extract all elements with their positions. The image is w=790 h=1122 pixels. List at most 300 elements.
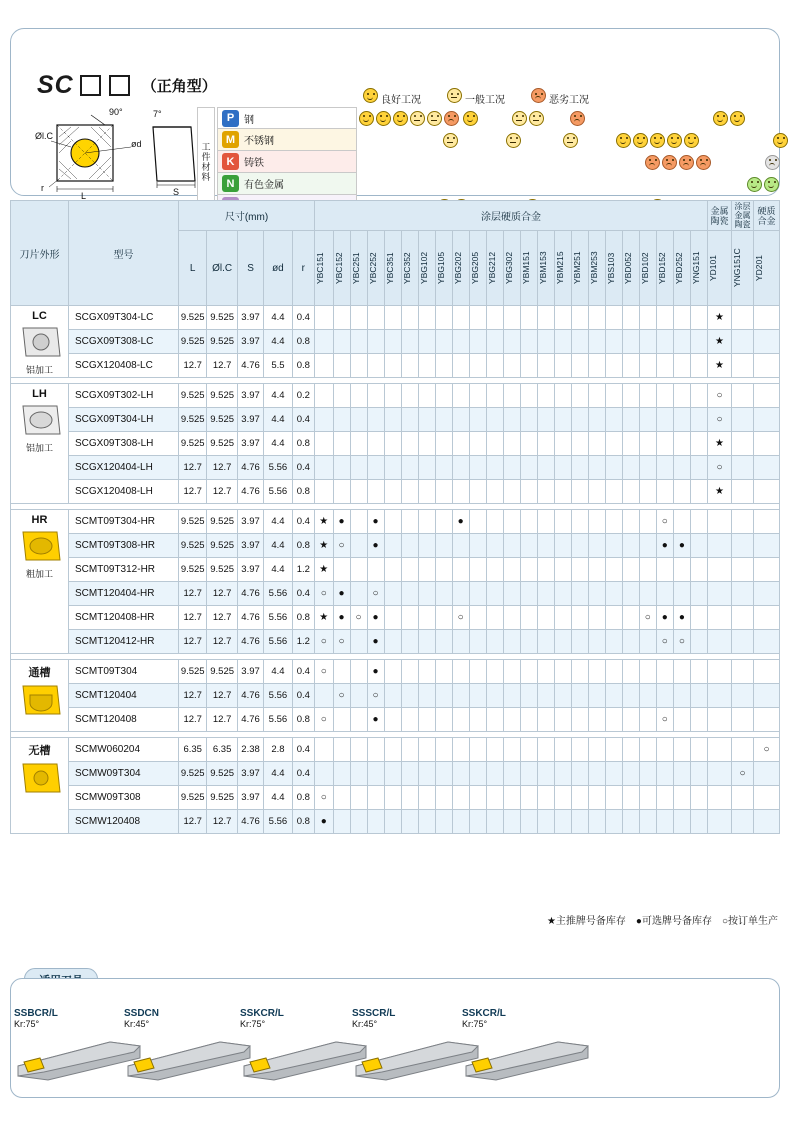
legend-bad-label: 恶劣工况 bbox=[549, 95, 589, 106]
dim-od: 4.4 bbox=[264, 660, 292, 684]
grade-mark-YBG105 bbox=[435, 630, 452, 654]
grade-mark-YBG102 bbox=[418, 408, 435, 432]
grade-mark-YBD102 bbox=[639, 738, 656, 762]
grade-mark-YBC252 bbox=[367, 786, 384, 810]
grade-mark-YBC352 bbox=[401, 456, 418, 480]
grade-mark-YBC351 bbox=[384, 456, 401, 480]
grade-mark-YNG151 bbox=[690, 684, 707, 708]
grade-mark-YBG202: ○ bbox=[452, 606, 469, 630]
table-row bbox=[11, 432, 780, 456]
grade-mark-YBC352 bbox=[401, 810, 418, 834]
grade-mark-YBG202 bbox=[452, 330, 469, 354]
grade-mark-YBC251 bbox=[350, 432, 367, 456]
table-row bbox=[11, 786, 780, 810]
grade-mark-YBG102 bbox=[418, 582, 435, 606]
smiley-normal-icon bbox=[447, 88, 462, 103]
grade-mark-YBG302 bbox=[503, 582, 520, 606]
grade-mark-YBG205 bbox=[469, 684, 486, 708]
grade-mark-YBM153 bbox=[537, 660, 554, 684]
col-header-grade-YBS103 bbox=[605, 231, 622, 306]
grade-mark-YBD252 bbox=[673, 582, 690, 606]
grade-mark-YD101: ★ bbox=[708, 330, 732, 354]
label-S: S bbox=[173, 187, 180, 197]
material-row-M bbox=[217, 129, 357, 151]
grade-mark-YBG202 bbox=[452, 660, 469, 684]
dim-od: 4.4 bbox=[264, 558, 292, 582]
grade-mark-YBD252 bbox=[673, 432, 690, 456]
dim-ic: 12.7 bbox=[207, 456, 237, 480]
grade-mark-YBD102 bbox=[639, 534, 656, 558]
grade-mark-YNG151 bbox=[690, 558, 707, 582]
grade-mark-YBC151 bbox=[315, 762, 334, 786]
grade-mark-YBC352 bbox=[401, 630, 418, 654]
col-header-od: ød bbox=[264, 231, 292, 306]
grade-mark-YNG151 bbox=[690, 408, 707, 432]
title-chinese: （正角型） bbox=[141, 77, 217, 95]
grade-mark-YBM253 bbox=[588, 660, 605, 684]
grade-mark-YBG102 bbox=[418, 510, 435, 534]
grade-mark-YBG202 bbox=[452, 354, 469, 378]
grade-mark-YBD102 bbox=[639, 660, 656, 684]
col-header-grade-YBM251 bbox=[571, 231, 588, 306]
grade-mark-YBC251 bbox=[350, 684, 367, 708]
grade-mark-YBD152 bbox=[656, 384, 673, 408]
grade-mark-YBG202 bbox=[452, 582, 469, 606]
condition-legend bbox=[363, 89, 663, 105]
grade-mark-YBD152 bbox=[656, 330, 673, 354]
grade-mark-YBG302 bbox=[503, 384, 520, 408]
grade-mark-YD201 bbox=[754, 480, 780, 504]
group-note: 铝加工 bbox=[25, 443, 53, 453]
model-code: SCMT120404 bbox=[69, 684, 179, 708]
dim-r: 0.4 bbox=[292, 684, 314, 708]
grade-mark-YBG212 bbox=[486, 408, 503, 432]
tool-illustration bbox=[240, 1032, 370, 1084]
grade-mark-YBM153 bbox=[537, 330, 554, 354]
grade-mark-YBM251 bbox=[571, 384, 588, 408]
grade-mark-YBG212 bbox=[486, 330, 503, 354]
grade-mark-YBM151 bbox=[520, 558, 537, 582]
grade-code: YBC351 bbox=[384, 252, 395, 284]
grade-mark-YD201 bbox=[754, 684, 780, 708]
grade-mark-YBD052 bbox=[622, 330, 639, 354]
grade-code: YBS103 bbox=[605, 252, 616, 284]
grade-mark-YBM251 bbox=[571, 582, 588, 606]
grade-mark-YBM253 bbox=[588, 354, 605, 378]
grade-mark-YBD102 bbox=[639, 684, 656, 708]
model-code: SCGX09T304-LC bbox=[69, 306, 179, 330]
grade-mark-YBS103 bbox=[605, 534, 622, 558]
grade-mark-YBC352 bbox=[401, 708, 418, 732]
grade-mark-YBC352 bbox=[401, 510, 418, 534]
grade-mark-YD101 bbox=[708, 738, 732, 762]
grade-mark-YBD102 bbox=[639, 480, 656, 504]
grade-mark-YBG205 bbox=[469, 558, 486, 582]
grade-mark-YBC252: ● bbox=[367, 534, 384, 558]
grade-mark-YD201 bbox=[754, 330, 780, 354]
grade-mark-YD101 bbox=[708, 660, 732, 684]
grade-mark-YBD052 bbox=[622, 432, 639, 456]
grade-mark-YBC252 bbox=[367, 762, 384, 786]
grade-mark-YBC252 bbox=[367, 330, 384, 354]
grade-mark-YBM251 bbox=[571, 306, 588, 330]
grade-mark-YBG202 bbox=[452, 384, 469, 408]
dim-r: 0.2 bbox=[292, 384, 314, 408]
grade-mark-YBM153 bbox=[537, 510, 554, 534]
table-row bbox=[11, 384, 780, 408]
suitability-row-K bbox=[359, 151, 780, 173]
grade-mark-YBD052 bbox=[622, 354, 639, 378]
grade-mark-YBC152: ○ bbox=[333, 630, 350, 654]
grade-mark-YBM215 bbox=[554, 306, 571, 330]
grade-code: YBD252 bbox=[673, 252, 684, 284]
col-header-cermet: 金属陶瓷 bbox=[708, 201, 732, 231]
grade-mark-YBM151 bbox=[520, 630, 537, 654]
dim-od: 5.56 bbox=[264, 456, 292, 480]
grade-mark-YBG102 bbox=[418, 660, 435, 684]
grade-mark-YBC151 bbox=[315, 306, 334, 330]
face-icon bbox=[662, 155, 677, 170]
grade-mark-YBG302 bbox=[503, 480, 520, 504]
grade-mark-YNG151C bbox=[732, 582, 754, 606]
grade-mark-YBM253 bbox=[588, 606, 605, 630]
grade-mark-YBC251 bbox=[350, 810, 367, 834]
grade-mark-YBD102 bbox=[639, 330, 656, 354]
grade-mark-YBG212 bbox=[486, 354, 503, 378]
grade-mark-YBM253 bbox=[588, 534, 605, 558]
col-header-grade-YBM153 bbox=[537, 231, 554, 306]
grade-code: YBD152 bbox=[656, 252, 667, 284]
grade-mark-YBD052 bbox=[622, 456, 639, 480]
grade-mark-YBC152 bbox=[333, 306, 350, 330]
grade-mark-YD201 bbox=[754, 510, 780, 534]
grade-mark-YBM251 bbox=[571, 558, 588, 582]
dim-r: 0.8 bbox=[292, 708, 314, 732]
grade-code: YNG151C bbox=[732, 248, 742, 288]
col-header-grade-YBM253 bbox=[588, 231, 605, 306]
col-header-grade-YBD102 bbox=[639, 231, 656, 306]
model-code: SCMT09T308-HR bbox=[69, 534, 179, 558]
col-header-grade-YD101 bbox=[708, 231, 732, 306]
grade-mark-YBD052 bbox=[622, 762, 639, 786]
material-label-K: 铸铁 bbox=[244, 158, 264, 169]
grade-mark-YBG205 bbox=[469, 738, 486, 762]
grade-mark-YBG105 bbox=[435, 684, 452, 708]
grade-mark-YBM151 bbox=[520, 582, 537, 606]
grade-mark-YD101: ○ bbox=[708, 408, 732, 432]
grade-mark-YBG212 bbox=[486, 384, 503, 408]
grade-mark-YBD152: ● bbox=[656, 606, 673, 630]
grade-mark-YBM215 bbox=[554, 510, 571, 534]
grade-mark-YNG151C bbox=[732, 432, 754, 456]
grade-mark-YBM253 bbox=[588, 432, 605, 456]
grade-mark-YD201 bbox=[754, 582, 780, 606]
grade-mark-YBM151 bbox=[520, 510, 537, 534]
grade-mark-YD201 bbox=[754, 762, 780, 786]
col-header-grade-YBC251 bbox=[350, 231, 367, 306]
grade-mark-YBM215 bbox=[554, 786, 571, 810]
grade-mark-YBS103 bbox=[605, 558, 622, 582]
grade-mark-YBM151 bbox=[520, 408, 537, 432]
grade-mark-YBD152 bbox=[656, 738, 673, 762]
legend-normal bbox=[447, 88, 505, 106]
col-header-grade-YBC252 bbox=[367, 231, 384, 306]
grade-mark-YBM215 bbox=[554, 660, 571, 684]
material-label-M: 不锈钢 bbox=[244, 136, 274, 147]
grade-code: YBC151 bbox=[315, 252, 325, 284]
grade-mark-YBD052 bbox=[622, 582, 639, 606]
grade-mark-YBG105 bbox=[435, 384, 452, 408]
grade-mark-YBG302 bbox=[503, 456, 520, 480]
grade-mark-YBM253 bbox=[588, 558, 605, 582]
grade-mark-YBM251 bbox=[571, 738, 588, 762]
dim-s: 4.76 bbox=[237, 810, 263, 834]
col-header-size: 尺寸(mm) bbox=[179, 201, 315, 231]
grade-mark-YBG212 bbox=[486, 432, 503, 456]
grade-mark-YBG102 bbox=[418, 384, 435, 408]
dim-s: 3.97 bbox=[237, 330, 263, 354]
grade-mark-YBD152 bbox=[656, 354, 673, 378]
grade-mark-YBG102 bbox=[418, 432, 435, 456]
grade-mark-YBG202 bbox=[452, 480, 469, 504]
grade-code: YBC152 bbox=[333, 252, 344, 284]
col-header-grade-YBG102 bbox=[418, 231, 435, 306]
grade-mark-YBG302 bbox=[503, 684, 520, 708]
label-L: L bbox=[81, 191, 87, 201]
model-code: SCGX09T308-LC bbox=[69, 330, 179, 354]
grade-mark-YBG202 bbox=[452, 306, 469, 330]
legend-normal-label: 一般工况 bbox=[465, 95, 505, 106]
dim-L: 12.7 bbox=[179, 582, 207, 606]
grade-mark-YD101 bbox=[708, 582, 732, 606]
insert-shape-icon bbox=[17, 683, 63, 719]
dim-L: 12.7 bbox=[179, 810, 207, 834]
grade-mark-YBC252 bbox=[367, 456, 384, 480]
grade-mark-YBC252 bbox=[367, 408, 384, 432]
material-label-P: 钢 bbox=[244, 114, 254, 126]
dim-r: 0.4 bbox=[292, 738, 314, 762]
material-badge-M: M bbox=[222, 131, 239, 148]
grade-mark-YBD252: ○ bbox=[673, 630, 690, 654]
grade-mark-YBG105 bbox=[435, 306, 452, 330]
grade-mark-YBG205 bbox=[469, 408, 486, 432]
grade-mark-YBG102 bbox=[418, 762, 435, 786]
grade-mark-YBC351 bbox=[384, 786, 401, 810]
grade-mark-YBC352 bbox=[401, 738, 418, 762]
grade-mark-YBM151 bbox=[520, 354, 537, 378]
grade-mark-YBM153 bbox=[537, 456, 554, 480]
grade-mark-YBC251 bbox=[350, 480, 367, 504]
table-row bbox=[11, 510, 780, 534]
dim-ic: 9.525 bbox=[207, 330, 237, 354]
grade-mark-YBC352 bbox=[401, 306, 418, 330]
grade-code: YD201 bbox=[754, 255, 764, 281]
grade-mark-YBC252 bbox=[367, 384, 384, 408]
shape-cell-HR bbox=[11, 510, 69, 654]
grade-mark-YBM215 bbox=[554, 630, 571, 654]
label-angle-7: 7° bbox=[153, 109, 162, 119]
grade-mark-YBM251 bbox=[571, 762, 588, 786]
dim-od: 4.4 bbox=[264, 432, 292, 456]
dim-ic: 9.525 bbox=[207, 762, 237, 786]
model-code: SCMT09T304 bbox=[69, 660, 179, 684]
grade-mark-YBC151 bbox=[315, 432, 334, 456]
grade-mark-YBC252: ○ bbox=[367, 582, 384, 606]
face-icon bbox=[410, 111, 425, 126]
grade-mark-YBC351 bbox=[384, 384, 401, 408]
grade-mark-YBC352 bbox=[401, 432, 418, 456]
grade-mark-YBD052 bbox=[622, 660, 639, 684]
grade-mark-YBC152 bbox=[333, 384, 350, 408]
dim-od: 4.4 bbox=[264, 786, 292, 810]
grade-mark-YBM153 bbox=[537, 810, 554, 834]
grade-mark-YBM151 bbox=[520, 330, 537, 354]
grade-mark-YBG212 bbox=[486, 558, 503, 582]
model-code: SCMT09T312-HR bbox=[69, 558, 179, 582]
tool-name: SSBCR/L bbox=[14, 1008, 58, 1019]
grade-mark-YBM251 bbox=[571, 684, 588, 708]
grade-mark-YBC352 bbox=[401, 582, 418, 606]
grade-mark-YBG205 bbox=[469, 480, 486, 504]
grade-mark-YNG151C bbox=[732, 408, 754, 432]
grade-mark-YBG202 bbox=[452, 708, 469, 732]
grade-mark-YBS103 bbox=[605, 408, 622, 432]
grade-mark-YBC351 bbox=[384, 606, 401, 630]
col-header-grade-YBC351 bbox=[384, 231, 401, 306]
col-header-grade-YBG202 bbox=[452, 231, 469, 306]
grade-mark-YBG302 bbox=[503, 408, 520, 432]
grade-mark-YBM215 bbox=[554, 762, 571, 786]
grade-mark-YBG102 bbox=[418, 810, 435, 834]
grade-mark-YBG202 bbox=[452, 810, 469, 834]
col-header-S: S bbox=[237, 231, 263, 306]
dim-od: 2.8 bbox=[264, 738, 292, 762]
grade-mark-YBC151 bbox=[315, 384, 334, 408]
grade-mark-YBC251 bbox=[350, 534, 367, 558]
grade-mark-YBG205 bbox=[469, 306, 486, 330]
grade-mark-YBS103 bbox=[605, 354, 622, 378]
grade-mark-YBG102 bbox=[418, 558, 435, 582]
grade-mark-YD101 bbox=[708, 708, 732, 732]
grade-mark-YBG302 bbox=[503, 738, 520, 762]
grade-mark-YBM151 bbox=[520, 762, 537, 786]
grade-mark-YBC151 bbox=[315, 456, 334, 480]
grade-mark-YBC251 bbox=[350, 384, 367, 408]
material-badge-P: P bbox=[222, 110, 239, 127]
grade-mark-YBD252 bbox=[673, 660, 690, 684]
grade-mark-YBM215 bbox=[554, 480, 571, 504]
grade-mark-YD201 bbox=[754, 408, 780, 432]
grade-mark-YBG212 bbox=[486, 582, 503, 606]
grade-mark-YBM251 bbox=[571, 630, 588, 654]
grade-mark-YBM153 bbox=[537, 558, 554, 582]
grade-mark-YBM151 bbox=[520, 684, 537, 708]
grade-mark-YBG202 bbox=[452, 408, 469, 432]
face-icon bbox=[563, 133, 578, 148]
label-r: r bbox=[41, 183, 44, 193]
face-icon bbox=[512, 111, 527, 126]
grade-mark-YBD152 bbox=[656, 660, 673, 684]
grade-mark-YD201 bbox=[754, 708, 780, 732]
suitability-row-M bbox=[359, 129, 790, 151]
grade-mark-YBC252: ● bbox=[367, 510, 384, 534]
dim-ic: 12.7 bbox=[207, 684, 237, 708]
grade-mark-YBG212 bbox=[486, 762, 503, 786]
face-icon bbox=[506, 133, 521, 148]
grade-mark-YBC252 bbox=[367, 558, 384, 582]
grade-mark-YBC152 bbox=[333, 354, 350, 378]
dim-L: 9.525 bbox=[179, 306, 207, 330]
grade-code: YBG212 bbox=[486, 251, 497, 285]
grade-code: YBC352 bbox=[401, 252, 412, 284]
grade-mark-YBC352 bbox=[401, 408, 418, 432]
grade-mark-YNG151 bbox=[690, 810, 707, 834]
group-name: LC bbox=[32, 310, 47, 322]
dim-r: 0.4 bbox=[292, 660, 314, 684]
grade-mark-YBG105 bbox=[435, 582, 452, 606]
grade-mark-YBD102 bbox=[639, 630, 656, 654]
grade-mark-YBD252 bbox=[673, 330, 690, 354]
grade-mark-YBD102 bbox=[639, 786, 656, 810]
grade-mark-YBD152 bbox=[656, 456, 673, 480]
grade-mark-YNG151 bbox=[690, 786, 707, 810]
grade-mark-YBD152 bbox=[656, 306, 673, 330]
grade-mark-YBM253 bbox=[588, 582, 605, 606]
dim-r: 0.4 bbox=[292, 408, 314, 432]
grade-mark-YBM215 bbox=[554, 408, 571, 432]
grade-mark-YBM251 bbox=[571, 408, 588, 432]
grade-mark-YBD052 bbox=[622, 510, 639, 534]
grade-code: YBG202 bbox=[452, 251, 463, 285]
material-row-P bbox=[217, 107, 357, 129]
grade-mark-YBC251 bbox=[350, 306, 367, 330]
grade-code: YBD052 bbox=[622, 252, 633, 284]
grade-mark-YBG212 bbox=[486, 660, 503, 684]
grade-mark-YD101: ★ bbox=[708, 480, 732, 504]
model-code: SCMT09T304-HR bbox=[69, 510, 179, 534]
grade-mark-YD201 bbox=[754, 354, 780, 378]
dim-ic: 9.525 bbox=[207, 660, 237, 684]
grade-mark-YBC152: ● bbox=[333, 510, 350, 534]
grade-mark-YBM253 bbox=[588, 408, 605, 432]
grade-mark-YBG302 bbox=[503, 630, 520, 654]
dim-L: 9.525 bbox=[179, 432, 207, 456]
grade-mark-YBM253 bbox=[588, 306, 605, 330]
grade-mark-YBS103 bbox=[605, 480, 622, 504]
smiley-bad-icon bbox=[531, 88, 546, 103]
grade-mark-YBD102 bbox=[639, 456, 656, 480]
grade-mark-YBM215 bbox=[554, 810, 571, 834]
grade-mark-YBC352 bbox=[401, 534, 418, 558]
grade-mark-YBM253 bbox=[588, 810, 605, 834]
grade-mark-YD101 bbox=[708, 762, 732, 786]
grade-mark-YBM215 bbox=[554, 534, 571, 558]
grade-mark-YBM251 bbox=[571, 330, 588, 354]
grade-mark-YBG202 bbox=[452, 738, 469, 762]
face-icon bbox=[359, 111, 374, 126]
grade-mark-YBC151 bbox=[315, 330, 334, 354]
grade-mark-YNG151 bbox=[690, 432, 707, 456]
face-icon bbox=[645, 155, 660, 170]
table-row bbox=[11, 762, 780, 786]
grade-mark-YD201 bbox=[754, 456, 780, 480]
grade-mark-YD101 bbox=[708, 510, 732, 534]
suitability-row-P bbox=[359, 107, 745, 129]
face-icon bbox=[616, 133, 631, 148]
grade-mark-YNG151 bbox=[690, 510, 707, 534]
grade-mark-YBG205 bbox=[469, 762, 486, 786]
grade-mark-YBD252 bbox=[673, 810, 690, 834]
